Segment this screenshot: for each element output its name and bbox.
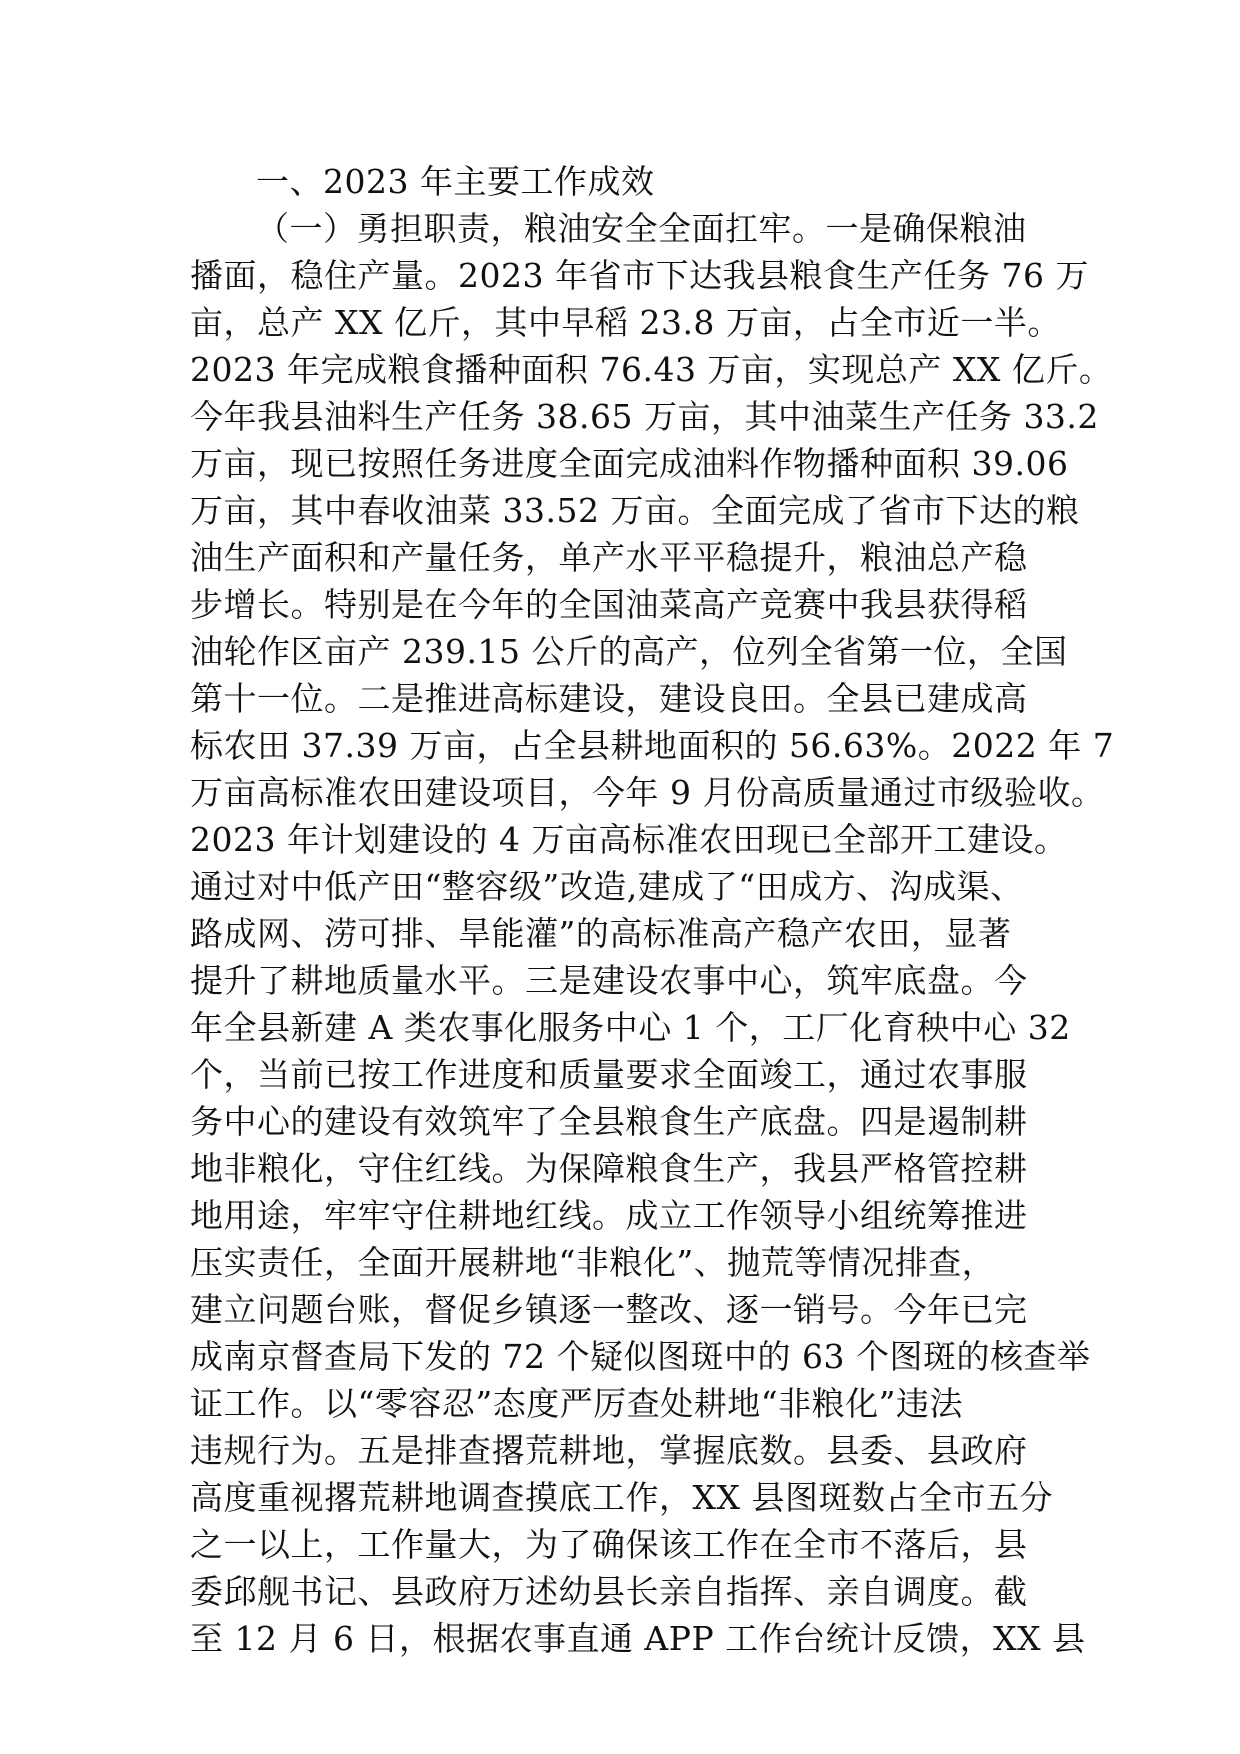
text-line: 地用途，牢牢守住耕地红线。成立工作领导小组统筹推进	[190, 1196, 1028, 1235]
text-line: 务中心的建设有效筑牢了全县粮食生产底盘。四是遏制耕	[190, 1102, 1028, 1141]
text-line: 年全县新建 A 类农事化服务中心 1 个，工厂化育秧中心 32	[190, 1008, 1071, 1047]
text-line: 万亩，其中春收油菜 33.52 万亩。全面完成了省市下达的粮	[190, 491, 1080, 530]
text-line: 高度重视撂荒耕地调查摸底工作，XX 县图斑数占全市五分	[190, 1478, 1053, 1517]
text-line: 万亩，现已按照任务进度全面完成油料作物播种面积 39.06	[190, 444, 1069, 483]
text-line: 地非粮化，守住红线。为保障粮食生产，我县严格管控耕	[190, 1149, 1028, 1188]
document-body	[190, 158, 1115, 1662]
section-heading: 一、2023 年主要工作成效	[256, 162, 655, 201]
text-line: 第十一位。二是推进高标建设，建设良田。全县已建成高	[190, 679, 1028, 718]
text-line: 成南京督查局下发的 72 个疑似图斑中的 63 个图斑的核查举	[190, 1337, 1091, 1376]
text-line: 步增长。特别是在今年的全国油菜高产竞赛中我县获得稻	[190, 585, 1028, 624]
text-line: 之一以上，工作量大，为了确保该工作在全市不落后，县	[190, 1525, 1028, 1564]
text-line: 万亩高标准农田建设项目，今年 9 月份高质量通过市级验收。	[190, 773, 1105, 812]
text-line: 油生产面积和产量任务，单产水平平稳提升，粮油总产稳	[190, 538, 1028, 577]
text-line: 2023 年计划建设的 4 万亩高标准农田现已全部开工建设。	[190, 820, 1068, 859]
text-line: 油轮作区亩产 239.15 公斤的高产，位列全省第一位，全国	[190, 632, 1068, 671]
text-line: 违规行为。五是排查撂荒耕地，掌握底数。县委、县政府	[190, 1431, 1028, 1470]
text-line: 标农田 37.39 万亩，占全县耕地面积的 56.63%。2022 年 7	[190, 726, 1115, 765]
text-line: 压实责任，全面开展耕地“非粮化”、抛荒等情况排查，	[190, 1243, 996, 1282]
text-line: 至 12 月 6 日，根据农事直通 APP 工作台统计反馈，XX 县	[190, 1619, 1086, 1658]
text-line: 2023 年完成粮食播种面积 76.43 万亩，实现总产 XX 亿斤。	[190, 350, 1113, 389]
text-line: 提升了耕地质量水平。三是建设农事中心，筑牢底盘。今	[190, 961, 1028, 1000]
text-line: 今年我县油料生产任务 38.65 万亩，其中油菜生产任务 33.2	[190, 397, 1099, 436]
text-line: 个，当前已按工作进度和质量要求全面竣工，通过农事服	[190, 1055, 1028, 1094]
text-line: 亩，总产 XX 亿斤，其中早稻 23.8 万亩，占全市近一半。	[190, 303, 1061, 342]
text-line: 建立问题台账，督促乡镇逐一整改、逐一销号。今年已完	[190, 1290, 1028, 1329]
text-line: 委邱舰书记、县政府万述幼县长亲自指挥、亲自调度。截	[190, 1572, 1028, 1611]
text-line: 播面，稳住产量。2023 年省市下达我县粮食生产任务 76 万	[190, 256, 1089, 295]
text-line: 证工作。以“零容忍”态度严厉查处耕地“非粮化”违法	[190, 1384, 963, 1423]
text-line: 通过对中低产田“整容级”改造,建成了“田成方、沟成渠、	[190, 867, 1024, 906]
text-line: 路成网、涝可排、旱能灌”的高标准高产稳产农田，显著	[190, 914, 1012, 953]
text-line: （一）勇担职责，粮油安全全面扛牢。一是确保粮油	[256, 209, 1027, 248]
